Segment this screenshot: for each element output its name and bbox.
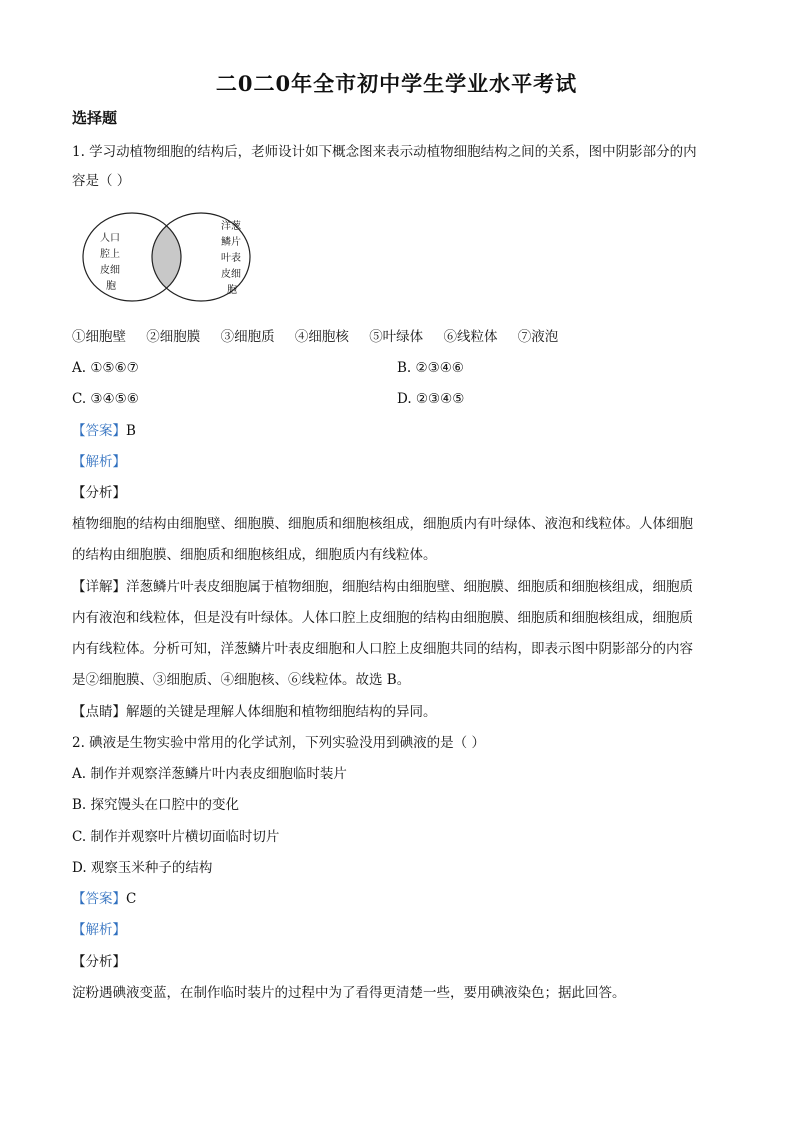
q1-xiangjie-line2: 内有液泡和线粒体，但是没有叶绿体。人体口腔上皮细胞的结构由细胞膜、细胞质和细胞核组成，细胞质 <box>72 610 693 626</box>
q1-option-c: C. ③④⑤⑥ <box>72 391 139 407</box>
answer-tag: 【答案】 <box>72 891 126 907</box>
venn-left-label-3: 皮细 <box>100 265 120 276</box>
answer-tag: 【答案】 <box>72 423 126 439</box>
q1-fenxi-line1: 植物细胞的结构由细胞壁、细胞膜、细胞质和细胞核组成，细胞质内有叶绿体、液泡和线粒体。人体细胞 <box>72 516 693 532</box>
q1-option-a: A. ①⑤⑥⑦ <box>72 360 139 376</box>
structure-item: ⑤叶绿体 <box>369 329 424 345</box>
q2-option-b: B. 探究馒头在口腔中的变化 <box>72 797 240 813</box>
structure-item: ②细胞膜 <box>146 329 201 345</box>
venn-left-label-4: 胞 <box>106 281 116 292</box>
structure-item: ④细胞核 <box>294 329 349 345</box>
q2-option-a: A. 制作并观察洋葱鳞片叶内表皮细胞临时装片 <box>72 766 347 782</box>
venn-right-label-1: 洋葱 <box>221 221 241 232</box>
exam-title: 二0二0年全市初中学生学业水平考试 <box>215 71 578 96</box>
q1-option-b: B. ②③④⑥ <box>397 360 464 376</box>
venn-diagram <box>80 210 255 305</box>
venn-left-label-1: 人口 <box>100 233 120 244</box>
structure-item: ⑥线粒体 <box>443 329 498 345</box>
q1-option-d: D. ②③④⑤ <box>397 391 465 407</box>
q2-answer <box>72 890 136 908</box>
q2-stem: 2. 碘液是生物实验中常用的化学试剂，下列实验没用到碘液的是（ ） <box>72 735 485 751</box>
q1-jiexi-tag: 【解析】 <box>72 454 126 470</box>
q1-answer <box>72 422 136 440</box>
q2-fenxi-line1: 淀粉遇碘液变蓝，在制作临时装片的过程中为了看得更清楚一些，要用碘液染色；据此回答。 <box>72 985 626 1001</box>
structure-item: ③细胞质 <box>220 329 275 345</box>
section-heading: 选择题 <box>72 109 118 127</box>
q1-dianjing: 【点睛】解题的关键是理解人体细胞和植物细胞结构的异同。 <box>72 704 437 720</box>
q1-structure-list <box>72 328 574 346</box>
structure-item: ⑦液泡 <box>517 329 559 345</box>
q2-fenxi-tag: 【分析】 <box>72 954 126 970</box>
q1-xiangjie-line3: 内有线粒体。分析可知，洋葱鳞片叶表皮细胞和人口腔上皮细胞共同的结构，即表示图中阴影部分的内容 <box>72 641 693 657</box>
venn-right-label-5: 胞 <box>227 285 237 296</box>
venn-left-label-2: 腔上 <box>100 249 120 260</box>
venn-right-label-2: 鳞片 <box>221 237 241 248</box>
q1-xiangjie-line4: 是②细胞膜、③细胞质、④细胞核、⑥线粒体。故选 B。 <box>72 672 411 688</box>
answer-value: C <box>126 891 137 907</box>
venn-right-label-4: 皮细 <box>221 269 241 280</box>
q1-stem-line1: 1. 学习动植物细胞的结构后，老师设计如下概念图来表示动植物细胞结构之间的关系，图中阴影部分的内 <box>72 144 697 160</box>
q1-stem-line2: 容是（ ） <box>72 173 131 189</box>
q2-option-c: C. 制作并观察叶片横切面临时切片 <box>72 829 280 845</box>
q2-jiexi-tag: 【解析】 <box>72 922 126 938</box>
q1-xiangjie-line1: 【详解】洋葱鳞片叶表皮细胞属于植物细胞，细胞结构由细胞壁、细胞膜、细胞质和细胞核组成，细胞质 <box>72 579 693 595</box>
venn-right-label-3: 叶表 <box>221 253 241 264</box>
q1-fenxi-line2: 的结构由细胞膜、细胞质和细胞核组成，细胞质内有线粒体。 <box>72 547 437 563</box>
structure-item: ①细胞壁 <box>72 329 126 345</box>
q1-fenxi-tag: 【分析】 <box>72 485 126 501</box>
answer-value: B <box>126 423 136 439</box>
q2-option-d: D. 观察玉米种子的结构 <box>72 860 213 876</box>
